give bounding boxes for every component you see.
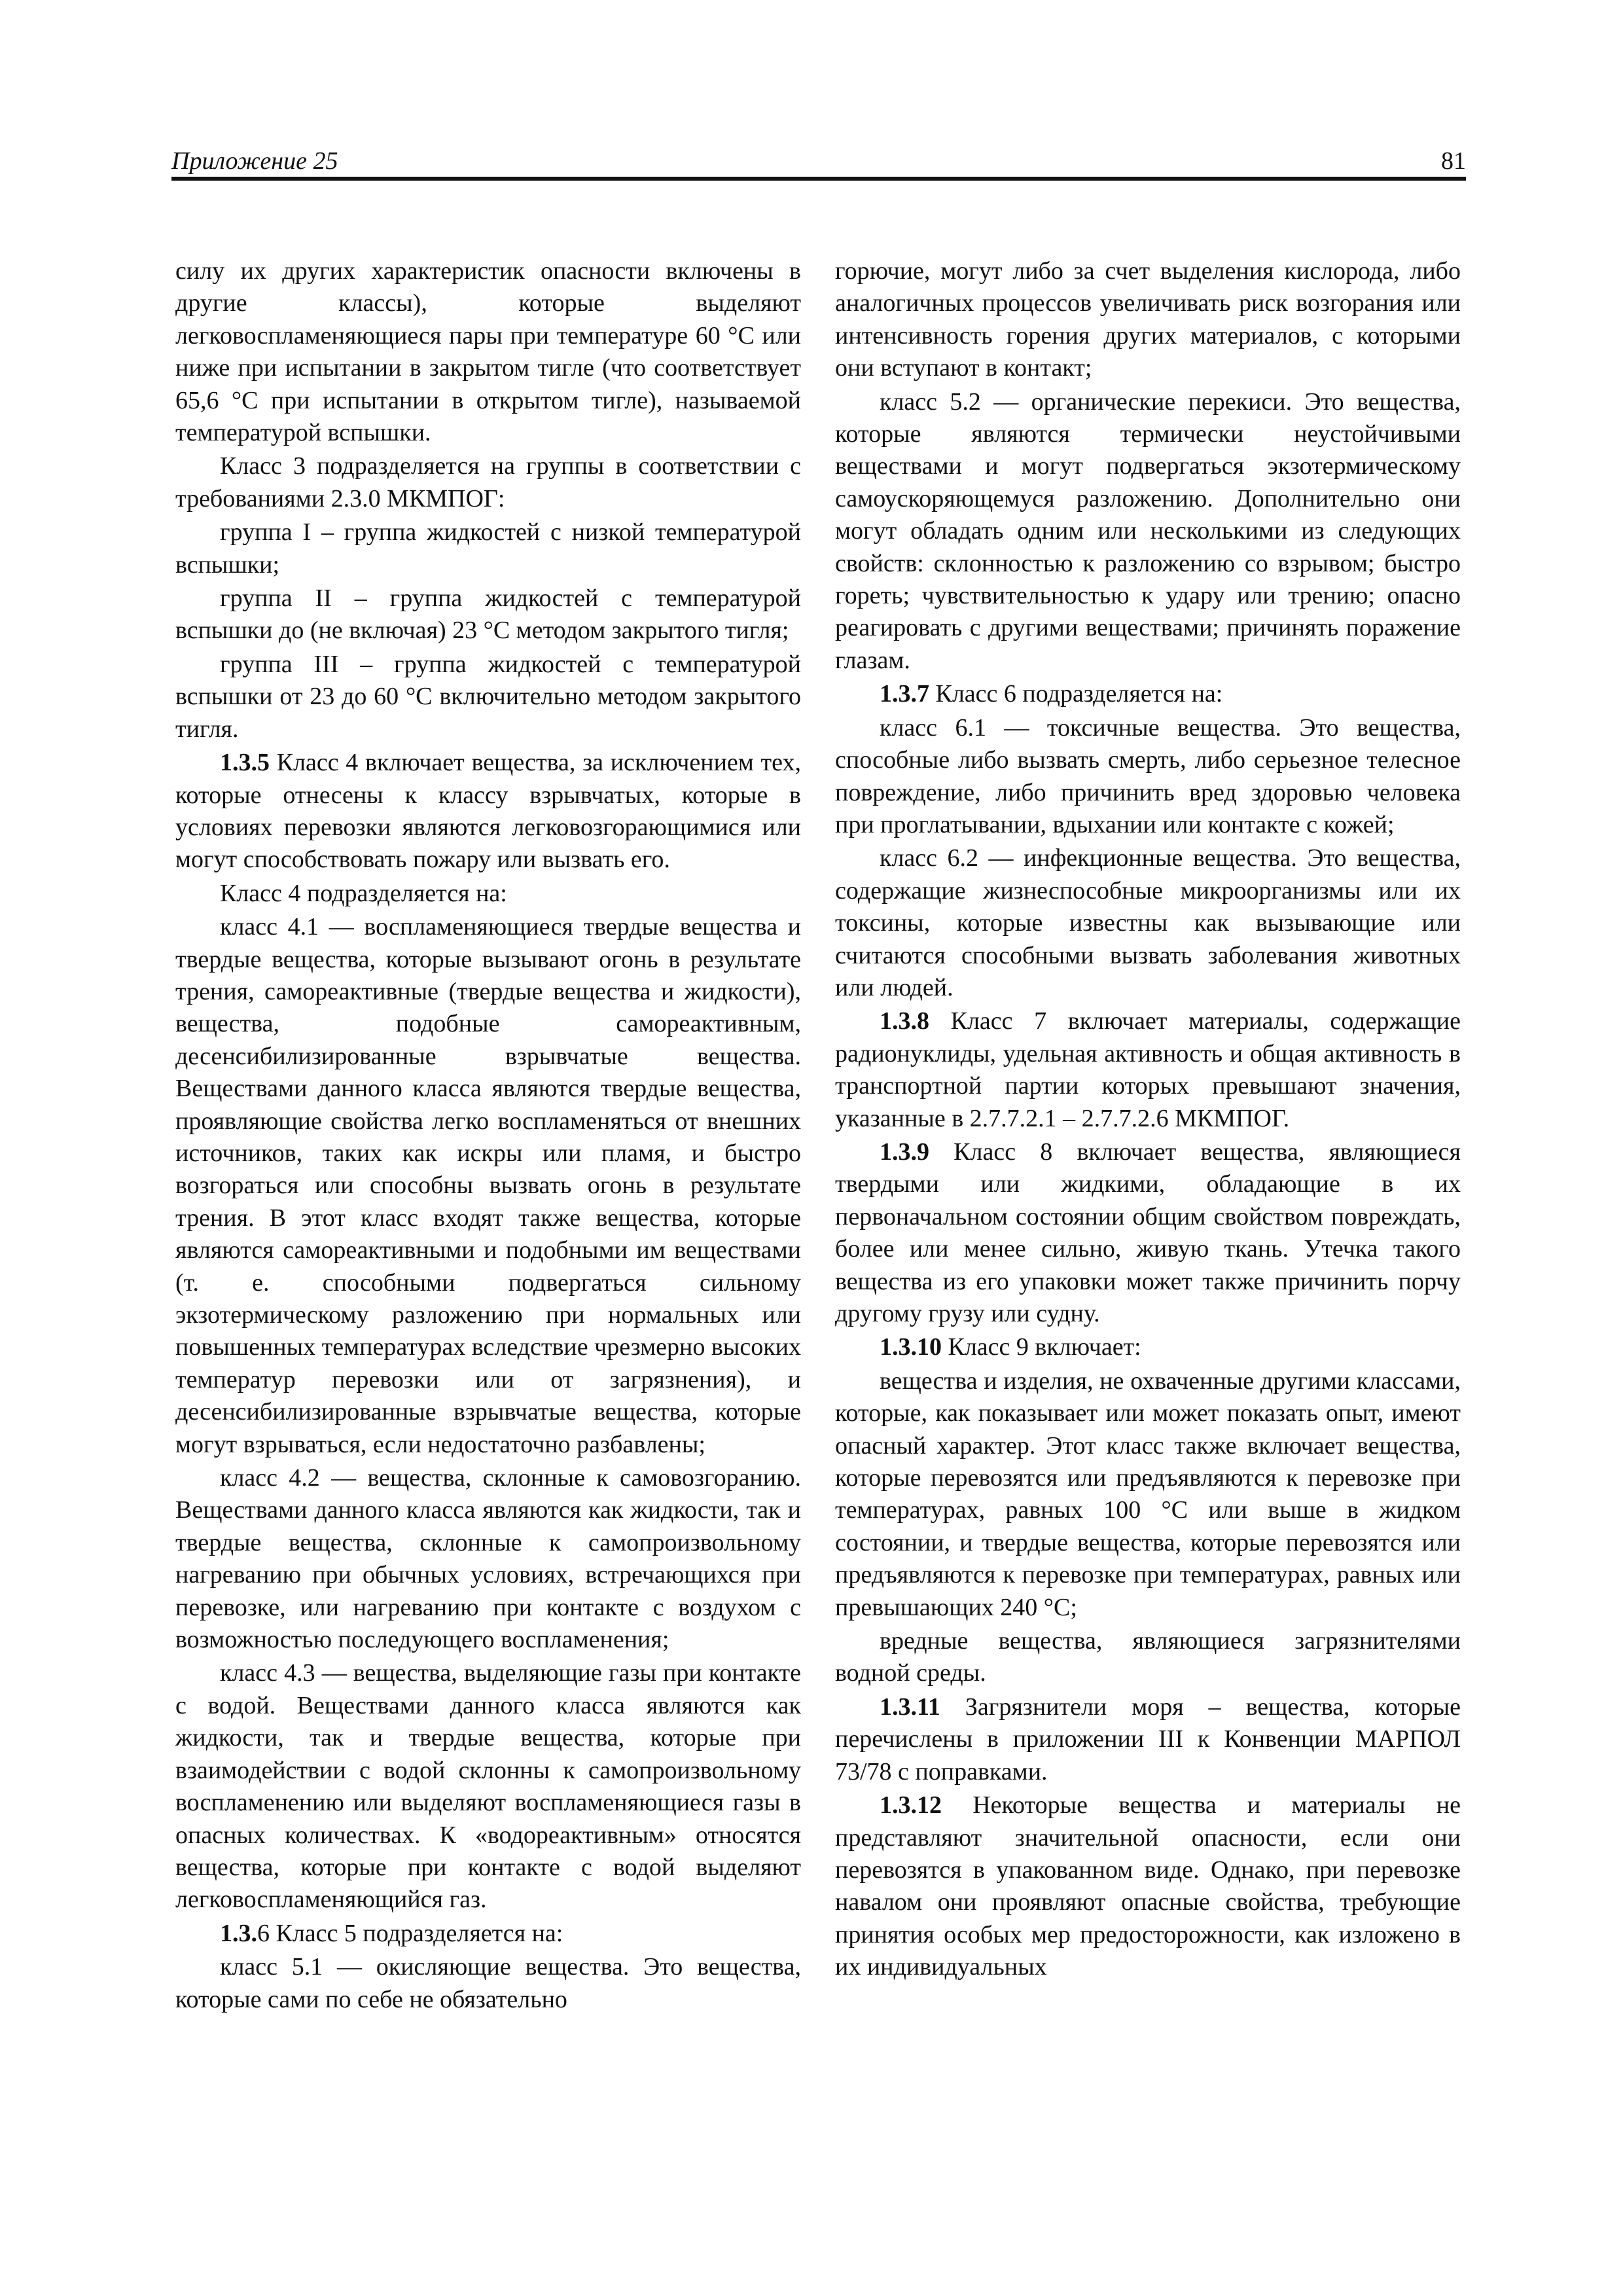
paragraph [175,516,801,581]
left-column [175,255,801,2017]
paragraph [175,878,801,910]
paragraph [835,1789,1461,1983]
paragraph-text: вещества и изделия, не охваченные другими классами, которые, как показывает или может показать опыт, имеют опасный характер. Этот класс также включает вещества, которые перевозятся или предъявляются к перевозке при температурах, равных 100 °С или выше в жидком состоянии, и твердые вещества, которые перевозятся или предъявляются к перевозке при температурах, равных или превышающих 240 °С; [835,1367,1461,1621]
paragraph [835,1136,1461,1330]
paragraph [175,911,801,1461]
paragraph-text: класс 4.1 — воспламеняющиеся твердые вещества и твердые вещества, которые вызывают огонь в результате трения, самореактивные (твердые вещества и жидкости), вещества, подобные самореактивным, десенсибилизированные взрывчатые вещества. Веществами данного класса являются твердые вещества, проявляющие свойства легко воспламеняться от внешних источников, таких как искры или пламя, и быстро возгораться или способны вызвать огонь в результате трения. В этот класс входят также вещества, которые являются самореактивными и подобными им веществами (т. е. способными подвергаться сильному экзотермическому разложению при нормальных или повышенных температурах вследствие чрезмерно высоких температур перевозки или от загрязнения), и десенсибилизированные взрывчатые вещества, которые могут взрываться, если недостаточно разбавлены; [175,913,801,1458]
paragraph-text: группа II – группа жидкостей с температурой вспышки до (не включая) 23 °С методом закрытого тигля; [175,584,801,645]
paragraph-text: группа III – группа жидкостей с температурой вспышки от 23 до 60 °С включительно методом закрытого тигля. [175,650,801,743]
section-number: 1.3.5 [220,749,270,777]
section-number: 1.3.12 [880,1791,942,1820]
paragraph-text: силу их других характеристик опасности включены в другие классы), которые выделяют легковоспламеняющиеся пары при температуре 60 °С или ниже при испытании в закрытом тигле (что соответствует 65,6 °С при испытании в открытом тигле), называемой температурой вспышки. [175,257,801,447]
paragraph [835,1331,1461,1363]
paragraph [835,842,1461,1004]
paragraph [175,1951,801,2016]
paragraph-text: класс 4.2 — вещества, склонные к самовозгоранию. Веществами данного класса являются как жидкости, так и твердые вещества, склонные к самопроизвольному нагреванию при обычных условиях, встречающихся при перевозке, или нагреванию при контакте с воздухом с возможностью последующего воспламенения; [175,1464,801,1654]
paragraph-text: класс 6.2 — инфекционные вещества. Это вещества, содержащие жизнеспособные микроорганизмы или их токсины, которые известны как вызывающие или считаются способными вызвать заболевания животных или людей. [835,844,1461,1001]
paragraph [835,712,1461,842]
paragraph-text: класс 5.2 — органические перекиси. Это вещества, которые являются термически неустойчивыми веществами и могут подвергаться экзотермическому самоускоряющемуся разложению. Дополнительно они могут обладать одним или несколькими из следующих свойств: склонностью к разложению со взрывом; быстро гореть; чувствительностью к удару или трению; опасно реагировать с другими веществами; причинять поражение глазам. [835,387,1461,674]
paragraph [175,1657,801,1916]
paragraph-text: 6 Класс 5 подразделяется на: [257,1919,563,1947]
paragraph-text: группа I – группа жидкостей с низкой температурой вспышки; [175,518,801,579]
section-number: 1.3. [220,1919,257,1947]
paragraph-text: Класс 4 подразделяется на: [220,879,507,907]
paragraph-text: Класс 3 подразделяется на группы в соответствии с требованиями 2.3.0 МКМПОГ: [175,452,801,512]
paragraph-text: Класс 9 включает: [942,1333,1141,1361]
paragraph [835,1691,1461,1788]
paragraph-text: Класс 8 включает вещества, являющиеся твердыми или жидкими, обладающие в их первоначальном состоянии общим свойством повреждать, более или менее сильно, живую ткань. Утечка такого вещества из его упаковки может также причинить порчу другому грузу или судну. [835,1138,1461,1327]
paragraph-text: класс 5.1 — окисляющие вещества. Это вещества, которые сами по себе не обязательно [175,1953,801,2013]
paragraph-text: Класс 6 подразделяется на: [929,680,1223,708]
paragraph-text: Загрязнители моря – вещества, которые перечислены в приложении III к Конвенции МАРПОЛ 73/78 с поправками. [835,1693,1461,1785]
paragraph [835,1625,1461,1690]
paragraph [175,1462,801,1656]
paragraph [175,255,801,449]
paragraph-text: класс 4.3 — вещества, выделяющие газы при контакте с водой. Веществами данного класса являются как жидкости, так и твердые вещества, которые при взаимодействии с водой склонны к самопроизвольному воспламенению или выделяют воспламеняющиеся газы в опасных количествах. К «водореактивным» относятся вещества, которые при контакте с водой выделяют легковоспламеняющийся газ. [175,1659,801,1914]
section-number: 1.3.8 [880,1007,929,1035]
running-title: Приложение 25 [171,147,338,175]
section-number: 1.3.7 [880,680,929,708]
paragraph [835,255,1461,385]
paragraph [175,583,801,647]
page-number: 81 [1441,147,1466,175]
section-number: 1.3.9 [880,1138,929,1166]
section-number: 1.3.11 [880,1693,940,1721]
paragraph-text: горючие, могут либо за счет выделения кислорода, либо аналогичных процессов увеличивать риск возгорания или интенсивность горения других материалов, с которыми они вступают в контакт; [835,257,1461,382]
header-rule [171,177,1466,181]
paragraph [835,1365,1461,1624]
paragraph [175,747,801,876]
paragraph [835,1005,1461,1135]
paragraph [175,1918,801,1950]
paragraph [835,386,1461,677]
section-number: 1.3.10 [880,1333,942,1361]
paragraph-text: Класс 4 включает вещества, за исключением тех, которые отнесены к классу взрывчатых, которые в условиях перевозки являются легковозгорающимися или могут способствовать пожару или вызвать его. [175,749,801,874]
paragraph-text: Некоторые вещества и материалы не представляют значительной опасности, если они перевозятся в упакованном виде. Однако, при перевозке навалом они проявляют опасные свойства, требующие принятия особых мер предосторожности, как изложено в их индивидуальных [835,1791,1461,1981]
paragraph-text: класс 6.1 — токсичные вещества. Это вещества, способные либо вызвать смерть, либо серьезное телесное повреждение, либо причинить вред здоровью человека при проглатывании, вдыхании или контакте с кожей; [835,713,1461,838]
paragraph [175,649,801,745]
paragraph [175,450,801,515]
paragraph [835,678,1461,710]
paragraph-text: вредные вещества, являющиеся загрязнителями водной среды. [835,1627,1461,1687]
paragraph-text: Класс 7 включает материалы, содержащие радионуклиды, удельная активность и общая активность в транспортной партии которых превышают значения, указанные в 2.7.7.2.1 – 2.7.7.2.6 МКМПОГ. [835,1007,1461,1132]
right-column [835,255,1461,1985]
page-header [171,145,1466,179]
